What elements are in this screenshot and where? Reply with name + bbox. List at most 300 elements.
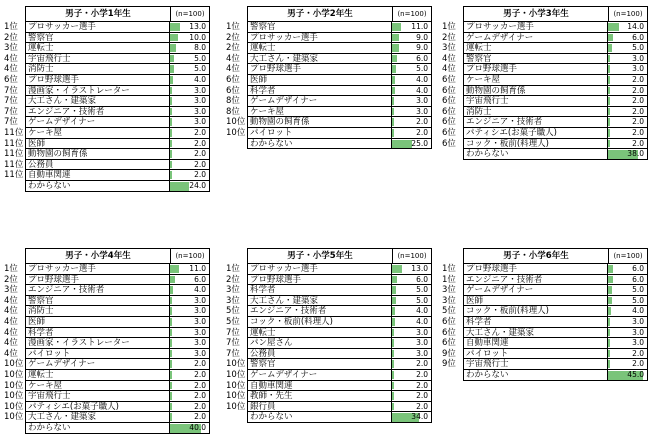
category-label: 消防士 (28, 64, 54, 75)
value-cell (607, 328, 647, 338)
table-row (26, 64, 209, 75)
value-cell (169, 359, 209, 369)
bar (392, 44, 399, 52)
value-cell (391, 370, 431, 380)
chart-title: 男子・小学3年生 (464, 7, 609, 21)
value-cell (391, 349, 431, 359)
table-row (464, 54, 647, 65)
category-label: 公務員 (250, 348, 276, 359)
bar (392, 382, 394, 390)
bar (392, 403, 394, 411)
rank-label: 1位 (226, 22, 240, 32)
table-row (464, 64, 647, 75)
bar (392, 350, 394, 358)
rank-label: 10位 (4, 370, 24, 380)
value-cell (391, 317, 431, 327)
value-cell (607, 306, 647, 316)
bar (170, 150, 172, 158)
data-label: 4.0 (416, 75, 428, 84)
data-label: 34.0 (411, 412, 428, 422)
category-label: ケーキ屋 (250, 106, 285, 117)
data-label: 3.0 (632, 338, 644, 348)
table-row (26, 43, 209, 54)
category-label: 警察官 (250, 22, 276, 32)
rank-label: 10位 (226, 401, 246, 412)
data-label: 2.0 (194, 412, 206, 422)
rank-label: 7位 (4, 117, 18, 128)
table-row (26, 423, 209, 434)
sample-size-label: (n=100) (175, 252, 205, 260)
value-cell (607, 96, 647, 106)
value-cell (391, 412, 431, 423)
data-label: 3.0 (194, 327, 206, 337)
chart-title: 男子・小学4年生 (26, 249, 171, 263)
rank-label: 1位 (4, 22, 18, 32)
category-label: 運転士 (250, 43, 276, 54)
category-label: パイロット (466, 348, 509, 359)
value-cell (169, 107, 209, 117)
category-label: 医師 (250, 75, 268, 85)
data-label: 3.0 (194, 295, 206, 305)
category-label: 消防士 (28, 306, 54, 317)
data-label: 2.0 (416, 401, 428, 411)
category-label: 運転士 (466, 43, 492, 54)
data-label: 6.0 (632, 274, 644, 284)
value-cell (607, 317, 647, 327)
bar (608, 23, 619, 31)
data-label: 3.0 (416, 327, 428, 337)
rank-label: 10位 (226, 380, 246, 391)
category-label: わからない (28, 423, 71, 433)
table-row (248, 264, 431, 275)
category-label: 科学者 (250, 85, 276, 96)
sample-size-label: (n=100) (613, 252, 643, 260)
data-label: 2.0 (632, 359, 644, 369)
data-label: 3.0 (194, 348, 206, 358)
value-cell (391, 338, 431, 348)
value-cell (607, 54, 647, 64)
table-row (248, 22, 431, 33)
rank-label: 6位 (442, 117, 456, 128)
table-row (248, 33, 431, 44)
table-row (26, 22, 209, 33)
rank-label: 7位 (4, 106, 18, 117)
ranking-table (25, 6, 210, 192)
data-label: 2.0 (194, 149, 206, 159)
bar (392, 276, 397, 284)
rank-label: 6位 (442, 75, 456, 85)
data-label: 5.0 (416, 295, 428, 305)
rank-label: 1位 (442, 22, 456, 32)
bar (608, 297, 612, 305)
sample-size-label: (n=100) (397, 252, 427, 260)
category-label: 公務員 (28, 159, 54, 170)
rank-label: 4位 (4, 317, 18, 327)
data-label: 2.0 (194, 128, 206, 137)
category-label: エンジニア・技術者 (466, 117, 543, 128)
data-label: 2.0 (416, 128, 428, 137)
rank-label: 11位 (4, 149, 24, 160)
rank-label: 10位 (4, 391, 24, 402)
value-cell (391, 391, 431, 401)
category-label: プロ野球選手 (250, 274, 302, 285)
rank-label: 9位 (442, 359, 456, 370)
table-row (248, 43, 431, 54)
table-row (26, 54, 209, 65)
table-row (26, 349, 209, 360)
rank-label: 3位 (442, 285, 456, 296)
data-label: 13.0 (189, 22, 206, 31)
bar (392, 329, 394, 337)
bar (392, 392, 394, 400)
category-label: 教師・先生 (250, 391, 293, 402)
category-label: 宇宙飛行士 (28, 53, 71, 64)
value-cell (607, 86, 647, 96)
table-row (26, 96, 209, 107)
table-header (26, 249, 209, 264)
category-label: プロサッカー選手 (28, 264, 96, 274)
data-label: 2.0 (194, 138, 206, 148)
value-cell (169, 75, 209, 85)
rank-label: 6位 (442, 96, 456, 107)
data-label: 3.0 (194, 96, 206, 106)
bar (608, 55, 610, 63)
data-label: 6.0 (632, 264, 644, 273)
value-cell (607, 75, 647, 85)
bar (170, 329, 172, 337)
category-label: 警察官 (28, 295, 54, 306)
rank-label: 5位 (226, 317, 240, 327)
value-cell (391, 43, 431, 53)
data-label: 25.0 (411, 138, 428, 148)
rank-label: 10位 (4, 401, 24, 412)
category-label: 宇宙飛行士 (28, 391, 71, 402)
data-label: 2.0 (632, 96, 644, 106)
table-row (248, 381, 431, 392)
bar (608, 350, 610, 358)
data-label: 3.0 (632, 64, 644, 74)
bar (608, 34, 613, 42)
bar (170, 87, 172, 95)
data-label: 3.0 (416, 96, 428, 106)
data-label: 13.0 (411, 264, 428, 273)
table-row (26, 117, 209, 128)
bar (608, 97, 610, 105)
table-row (26, 149, 209, 160)
category-label: 医師 (28, 138, 46, 149)
table-row (464, 296, 647, 307)
category-label: 大工さん・建築家 (28, 96, 97, 107)
table-row (248, 370, 431, 381)
category-label: ケーキ屋 (466, 75, 501, 85)
data-label: 3.0 (194, 106, 206, 116)
rank-label: 10位 (4, 380, 24, 391)
table-row (248, 359, 431, 370)
table-row (26, 275, 209, 286)
bar (608, 118, 610, 126)
table-row (248, 54, 431, 65)
bar (392, 23, 401, 31)
data-label: 2.0 (194, 170, 206, 180)
bar (170, 392, 172, 400)
category-label: パイロット (250, 128, 293, 138)
value-cell (607, 370, 647, 381)
table-row (26, 317, 209, 328)
table-row (26, 306, 209, 317)
data-label: 2.0 (416, 359, 428, 369)
data-label: 3.0 (632, 317, 644, 326)
category-label: 警察官 (250, 359, 276, 370)
chart-title: 男子・小学5年生 (248, 249, 393, 263)
data-label: 2.0 (194, 401, 206, 411)
data-label: 4.0 (416, 306, 428, 316)
table-row (26, 75, 209, 86)
bar (608, 286, 612, 294)
table-row (464, 328, 647, 339)
rank-label: 9位 (442, 348, 456, 359)
table-row (26, 139, 209, 150)
bar (608, 140, 610, 148)
category-label: 大工さん・建築家 (466, 327, 535, 338)
bar (392, 97, 394, 105)
bar (170, 297, 172, 305)
category-label: コック・板前(料理人) (466, 306, 549, 317)
value-cell (169, 285, 209, 295)
value-cell (391, 107, 431, 117)
bar (392, 318, 395, 326)
category-label: ゲームデザイナー (28, 359, 96, 370)
category-label: わからない (250, 138, 293, 149)
table-row (248, 391, 431, 402)
table-row (464, 117, 647, 128)
category-label: プロ野球選手 (466, 264, 518, 274)
value-cell (169, 370, 209, 380)
ranking-table (463, 248, 648, 381)
table-row (248, 296, 431, 307)
rank-label: 6位 (442, 128, 456, 138)
bar (170, 413, 172, 421)
data-label: 3.0 (194, 317, 206, 326)
data-label: 6.0 (416, 53, 428, 63)
data-label: 3.0 (632, 327, 644, 337)
bar (608, 129, 610, 137)
data-label: 2.0 (632, 348, 644, 358)
rank-label: 11位 (4, 170, 24, 181)
category-label: エンジニア・技術者 (250, 306, 327, 317)
value-cell (169, 139, 209, 149)
bar (170, 108, 172, 116)
data-label: 6.0 (194, 274, 206, 284)
data-label: 3.0 (194, 85, 206, 95)
data-label: 4.0 (416, 317, 428, 326)
value-cell (607, 117, 647, 127)
rank-label: 8位 (226, 96, 240, 107)
category-label: プロサッカー選手 (466, 22, 534, 32)
bar (170, 403, 172, 411)
rank-label: 4位 (4, 338, 18, 349)
data-label: 2.0 (194, 159, 206, 169)
table-row (26, 86, 209, 97)
data-label: 2.0 (194, 359, 206, 369)
rank-label: 1位 (442, 264, 456, 274)
value-cell (391, 64, 431, 74)
bar (170, 97, 172, 105)
bar (170, 55, 174, 63)
bar (608, 44, 612, 52)
table-row (248, 328, 431, 339)
sample-size-label: (n=100) (613, 10, 643, 18)
category-label: プロ野球選手 (466, 64, 518, 75)
rank-label: 10位 (226, 359, 246, 370)
value-cell (169, 412, 209, 422)
table-row (248, 402, 431, 413)
bar (392, 140, 412, 149)
data-label: 4.0 (416, 85, 428, 95)
rank-label: 4位 (4, 306, 18, 317)
bar (170, 382, 172, 390)
data-label: 5.0 (194, 64, 206, 74)
data-label: 11.0 (411, 22, 428, 31)
value-cell (169, 423, 209, 434)
value-cell (607, 296, 647, 306)
bar (170, 65, 174, 73)
rank-label: 1位 (442, 274, 456, 285)
sample-size-label: (n=100) (175, 10, 205, 18)
data-label: 2.0 (194, 380, 206, 390)
rank-label: 4位 (4, 348, 18, 359)
data-label: 3.0 (194, 117, 206, 127)
rank-label: 10位 (4, 359, 24, 370)
rank-label: 4位 (442, 64, 456, 75)
table-row (248, 285, 431, 296)
value-cell (391, 139, 431, 150)
table-row (248, 64, 431, 75)
rank-label: 4位 (4, 53, 18, 64)
table-row (248, 75, 431, 86)
data-label: 5.0 (632, 295, 644, 305)
table-row (464, 107, 647, 118)
category-label: 医師 (466, 295, 484, 306)
value-cell (169, 402, 209, 412)
data-label: 5.0 (416, 64, 428, 74)
table-row (464, 75, 647, 86)
table-row (26, 296, 209, 307)
bar (170, 76, 173, 84)
bar (392, 118, 394, 126)
data-label: 5.0 (416, 285, 428, 295)
category-label: ゲームデザイナー (466, 285, 534, 296)
rank-label: 6位 (442, 85, 456, 96)
value-cell (391, 75, 431, 85)
table-row (26, 359, 209, 370)
value-cell (391, 86, 431, 96)
category-label: コック・板前(料理人) (250, 317, 333, 327)
category-label: ゲームデザイナー (250, 370, 318, 380)
category-label: 運転士 (28, 370, 54, 380)
data-label: 2.0 (632, 117, 644, 127)
value-cell (169, 275, 209, 285)
bar (608, 87, 610, 95)
bar (392, 87, 395, 95)
table-row (248, 107, 431, 118)
data-label: 2.0 (194, 391, 206, 401)
bar (170, 265, 179, 273)
data-label: 3.0 (416, 348, 428, 358)
data-label: 40.0 (189, 423, 206, 432)
rank-label: 1位 (4, 264, 18, 274)
table-row (248, 96, 431, 107)
bar (170, 276, 175, 284)
bar (608, 76, 610, 84)
value-cell (391, 117, 431, 127)
table-row (464, 139, 647, 150)
data-label: 2.0 (632, 75, 644, 84)
bar (608, 65, 610, 73)
table-row (464, 149, 647, 160)
rank-label: 5位 (442, 306, 456, 317)
data-label: 14.0 (627, 22, 644, 31)
value-cell (607, 359, 647, 369)
category-label: ゲームデザイナー (250, 96, 318, 107)
table-row (248, 349, 431, 360)
category-label: 警察官 (466, 53, 492, 64)
category-label: パイロット (28, 348, 71, 359)
value-cell (169, 349, 209, 359)
table-row (26, 264, 209, 275)
table-row (26, 160, 209, 171)
table-row (26, 402, 209, 413)
category-label: 自動車関連 (466, 338, 509, 349)
value-cell (607, 22, 647, 32)
category-label: プロサッカー選手 (250, 264, 318, 274)
table-row (26, 128, 209, 139)
rank-label: 8位 (226, 106, 240, 117)
rank-label: 7位 (226, 348, 240, 359)
chart-title: 男子・小学6年生 (464, 249, 609, 263)
category-label: 大工さん・建築家 (250, 295, 319, 306)
data-label: 3.0 (632, 53, 644, 63)
bar (170, 34, 178, 42)
category-label: 宇宙飛行士 (466, 96, 509, 107)
rank-label: 2位 (226, 32, 240, 43)
category-label: エンジニア・技術者 (28, 285, 105, 296)
bar (170, 171, 172, 179)
bar (608, 265, 613, 273)
rank-label: 7位 (4, 85, 18, 96)
category-label: ケーキ屋 (28, 128, 63, 138)
rank-label: 11位 (4, 138, 24, 149)
bar (170, 182, 189, 191)
bar (170, 44, 176, 52)
data-label: 10.0 (189, 32, 206, 42)
data-label: 2.0 (632, 85, 644, 95)
table-row (26, 391, 209, 402)
rank-label: 6位 (442, 317, 456, 327)
table-row (248, 338, 431, 349)
rank-label: 5位 (226, 306, 240, 317)
bar (170, 118, 172, 126)
value-cell (391, 381, 431, 391)
category-label: わからない (250, 412, 293, 423)
table-header (248, 249, 431, 264)
rank-label: 2位 (442, 32, 456, 43)
category-label: 自動車関連 (28, 170, 71, 181)
rank-label: 10位 (226, 117, 246, 128)
rank-label: 2位 (226, 274, 240, 285)
data-label: 8.0 (194, 43, 206, 53)
bar (392, 55, 397, 63)
table-row (464, 96, 647, 107)
